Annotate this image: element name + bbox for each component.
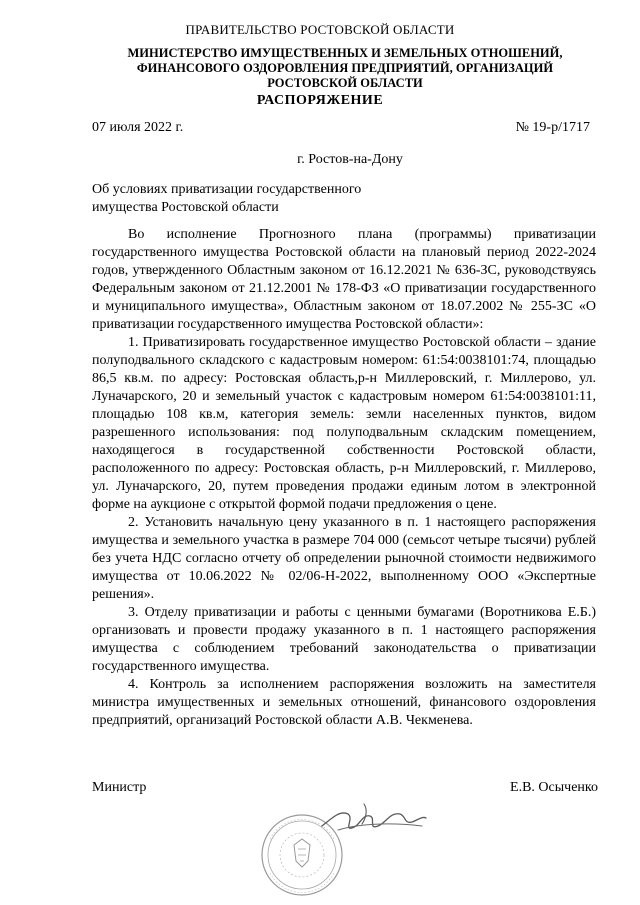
clause-4-paragraph: 4. Контроль за исполнением распоряжения возложить на заместителя министра имущественных и земельных отношений, финансового оздоровления предприятий, организаций Ростовской области А.В. Чекменева.: [92, 677, 596, 728]
document-city: г. Ростов-на-Дону: [297, 152, 403, 167]
document-body: [92, 226, 596, 730]
document-type-title: РАСПОРЯЖЕНИЕ: [256, 93, 384, 108]
document-number: № 19-р/1717: [515, 120, 590, 135]
clause-1-paragraph: 1. Приватизировать государственное имущество Ростовской области – здание полуподвального складского с кадастровым номером: 61:54:0038101:74, площадью 86,5 кв.м. по адресу: Ростовская область,р-н Миллеровский, г. Миллерово, ул. Луначарского, 20 и земельный участок с кадастровым номером 61:54:0038101:11, площадью 108 кв.м, категория земель: земли населенных пунктов, видом разрешенного использования: под полуподвальным складским помещением, находящегося в государственной собственности Ростовской области, расположенного по адресу: Ростовская область, р-н Миллеровский, г. Миллерово, ул. Луначарского, 20, путем проведения продажи единым лотом в электронной форме на аукционе с открытой формой подачи предложения о цене.: [92, 335, 596, 512]
handwritten-signature-icon: [318, 796, 430, 838]
document-date: 07 июля 2022 г.: [92, 120, 184, 135]
government-header: ПРАВИТЕЛЬСТВО РОСТОВСКОЙ ОБЛАСТИ: [185, 22, 455, 37]
signer-position: Министр: [92, 780, 147, 795]
clause-2-paragraph: 2. Установить начальную цену указанного в п. 1 настоящего распоряжения имущества и земельного участка в размере 704 000 (семьсот четыре тысячи) рублей без учета НДС согласно отчету об определении рыночной стоимости недвижимого имущества от 10.06.2022 № 02/06-Н-2022, выполненному ООО «Экспертные решения».: [92, 515, 596, 602]
ministry-header: МИНИСТЕРСТВО ИМУЩЕСТВЕННЫХ И ЗЕМЕЛЬНЫХ ОТНОШЕНИЙ, ФИНАНСОВОГО ОЗДОРОВЛЕНИЯ ПРЕДПРИЯТИЙ, ОРГАНИЗАЦИЙ РОСТОВСКОЙ ОБЛАСТИ: [127, 46, 563, 90]
preamble-paragraph: Во исполнение Прогнозного плана (программы) приватизации государственного имущества Ростовской области на плановый период 2022-2024 годов, утвержденного Областным законом от 16.12.2021 № 636-ЗС, руководствуясь Федеральным законом от 21.12.2001 № 178-ФЗ «О приватизации государственного и муниципального имущества», Областным законом от 18.07.2002 № 255-ЗС «О приватизации государственного имущества Ростовской области»:: [92, 227, 596, 332]
signer-name: Е.В. Осыченко: [510, 780, 598, 795]
document-subject: Об условиях приватизации государственного имущества Ростовской области: [92, 182, 362, 215]
clause-3-paragraph: 3. Отделу приватизации и работы с ценными бумагами (Воротникова Е.Б.) организовать и провести продажу указанного в п. 1 настоящего распоряжения имущества с соблюдением требований законодательства о приватизации государственного имущества.: [92, 605, 596, 674]
